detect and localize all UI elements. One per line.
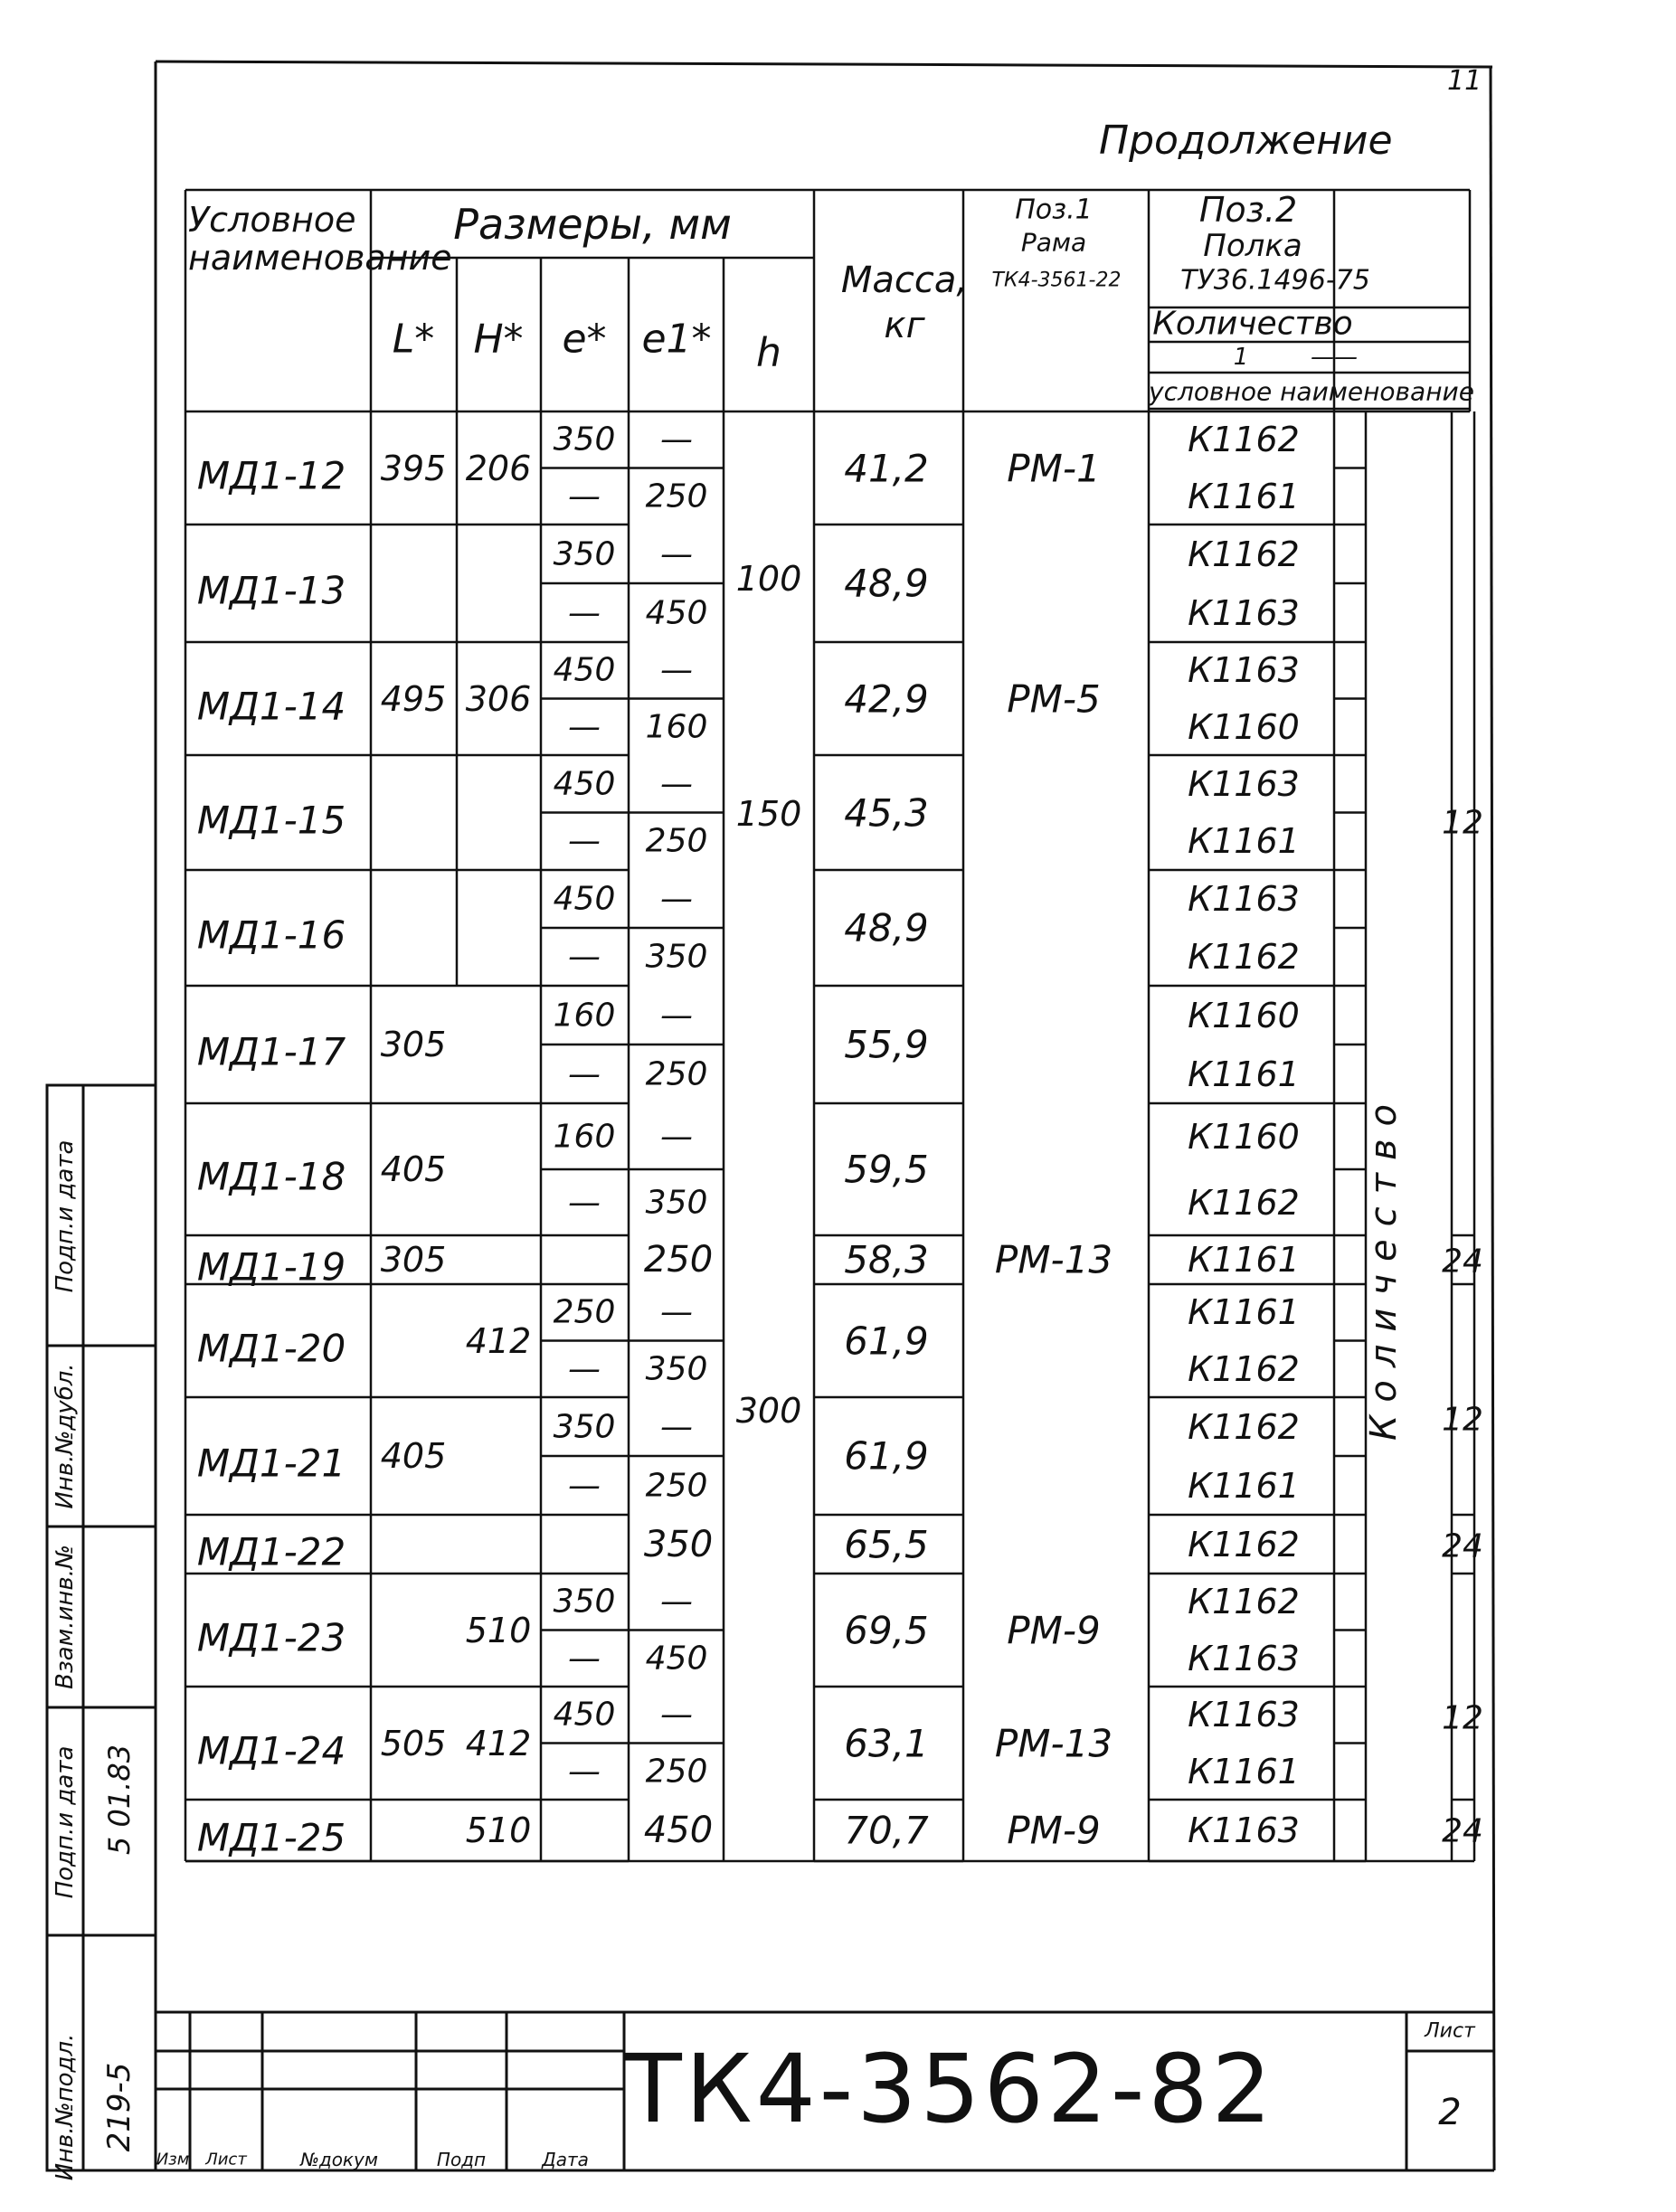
row-H: 306 — [465, 678, 532, 719]
row-name: МД1-17 — [196, 1029, 346, 1074]
row-e-bottom: — — [568, 594, 601, 631]
qty-value: 12 — [1442, 1699, 1483, 1737]
row-L: 305 — [380, 1240, 447, 1280]
row-pos2: К1163 — [1188, 1810, 1300, 1850]
row-pos2-bottom: К1160 — [1188, 706, 1300, 747]
sheet-value: 2 — [1438, 2092, 1462, 2133]
row-pos2-top: К1163 — [1188, 879, 1300, 919]
row-pos1: РМ-13 — [994, 1721, 1113, 1765]
header-sizes: Размеры, мм — [453, 200, 732, 249]
row-e-top: 450 — [553, 765, 616, 803]
row-e1-bottom: 350 — [645, 1184, 708, 1221]
row-e-merged: 450 — [643, 1810, 714, 1851]
pos2-title: Поз.2 — [1198, 190, 1298, 230]
row-e1-top: — — [660, 1293, 693, 1331]
qty-value: 24 — [1442, 1243, 1483, 1281]
sheet-label: Лист — [1425, 2019, 1475, 2043]
row-pos2-bottom: К1162 — [1188, 1182, 1300, 1223]
row-mass: 59,5 — [844, 1147, 929, 1192]
row-e1-bottom: 250 — [645, 1467, 708, 1504]
row-e-bottom: — — [568, 477, 601, 515]
page-number: 11 — [1447, 65, 1482, 97]
inv-orig-label: Инв.№подл. — [52, 2033, 79, 2181]
row-e-top: 350 — [553, 535, 616, 572]
row-name: МД1-20 — [196, 1326, 346, 1370]
row-pos1: РМ-13 — [994, 1237, 1113, 1282]
row-pos2-bottom: К1161 — [1188, 1054, 1300, 1094]
header-mass: Масса, кг — [840, 260, 969, 346]
row-e-bottom: — — [568, 1184, 601, 1221]
row-mass: 58,3 — [844, 1237, 929, 1282]
row-L: 405 — [380, 1149, 447, 1189]
row-e-bottom: — — [568, 1350, 601, 1388]
row-pos2-top: К1162 — [1188, 420, 1300, 460]
row-e-top: 350 — [553, 421, 616, 458]
row-e-top: 250 — [553, 1293, 616, 1331]
row-e1-bottom: 250 — [645, 1055, 708, 1092]
row-pos2-top: К1163 — [1188, 1695, 1300, 1735]
row-pos2-top: К1162 — [1188, 534, 1300, 574]
row-e-top: 350 — [553, 1583, 616, 1621]
row-e1-top: — — [660, 535, 693, 572]
row-e-top: 450 — [553, 1696, 616, 1734]
ndoc-label: №докум — [300, 2149, 378, 2170]
row-name: МД1-22 — [196, 1529, 346, 1574]
row-name: МД1-19 — [196, 1244, 346, 1290]
row-e-top: 160 — [553, 997, 616, 1034]
sign-date-label-2: Подп.и дата — [52, 1139, 79, 1293]
row-e-top: 350 — [553, 1408, 616, 1445]
row-mass: 63,1 — [844, 1721, 929, 1765]
row-pos2-bottom: К1161 — [1188, 1751, 1300, 1791]
header-name-col: Условное наименование — [188, 200, 452, 278]
row-name: МД1-23 — [196, 1615, 346, 1659]
row-e1-top: — — [660, 1408, 693, 1445]
row-pos2-bottom: К1161 — [1188, 476, 1300, 516]
pos1-title: Поз.1 — [1015, 194, 1093, 226]
pos1-code: ТК4-3561-22 — [991, 269, 1122, 292]
row-e1-bottom: 350 — [645, 938, 708, 976]
row-H: 510 — [465, 1810, 532, 1850]
row-pos2-bottom: К1163 — [1188, 1638, 1300, 1678]
row-pos2-top: К1163 — [1188, 650, 1300, 691]
row-pos2-bottom: К1163 — [1188, 592, 1300, 633]
row-e1-top: — — [660, 1583, 693, 1621]
row-e-merged: 250 — [643, 1239, 714, 1281]
data-label: Дата — [542, 2149, 589, 2170]
row-e1-bottom: 160 — [645, 708, 708, 746]
header-H: H* — [473, 316, 524, 363]
quantity-header: Количество — [1152, 305, 1353, 343]
row-pos2-top: К1163 — [1188, 763, 1300, 804]
row-pos2-bottom: К1161 — [1188, 821, 1300, 862]
row-name: МД1-14 — [196, 684, 346, 728]
header-L: L* — [392, 316, 435, 363]
row-L: 305 — [380, 1025, 447, 1064]
row-name: МД1-18 — [196, 1154, 346, 1199]
row-e1-top: — — [660, 997, 693, 1034]
row-pos2: К1161 — [1188, 1240, 1300, 1280]
row-name: МД1-16 — [196, 912, 346, 958]
row-pos2: К1162 — [1188, 1524, 1300, 1564]
pos1-name: Рама — [1020, 227, 1087, 258]
row-e1-bottom: 350 — [645, 1350, 708, 1388]
pos2-name: Полка — [1203, 228, 1302, 264]
row-mass: 48,9 — [844, 905, 929, 950]
sign-date-label: Подп.и дата — [52, 1745, 79, 1899]
row-L: 395 — [380, 448, 447, 488]
q2-value: —— — [1311, 344, 1358, 371]
row-pos2-top: К1162 — [1188, 1406, 1300, 1447]
row-pos2-top: К1161 — [1188, 1292, 1300, 1333]
row-name: МД1-13 — [196, 568, 346, 613]
row-L: 495 — [380, 678, 447, 719]
row-e1-top: — — [660, 880, 693, 918]
row-e-merged: 350 — [643, 1523, 714, 1565]
row-mass: 69,5 — [844, 1608, 929, 1652]
vzam-label: Взам.инв.№ — [52, 1545, 79, 1689]
row-pos2-bottom: К1162 — [1188, 1348, 1300, 1389]
row-e1-bottom: 450 — [645, 1640, 708, 1678]
row-mass: 65,5 — [844, 1522, 929, 1566]
q1-value: 1 — [1233, 344, 1249, 371]
row-pos1: РМ-5 — [1007, 676, 1101, 721]
row-e1-top: — — [660, 421, 693, 458]
row-e-top: 160 — [553, 1118, 616, 1155]
row-mass: 42,9 — [844, 676, 929, 721]
row-pos2-top: К1160 — [1188, 1116, 1300, 1157]
row-e-bottom: — — [568, 1055, 601, 1092]
row-mass: 48,9 — [844, 561, 929, 606]
qty-value: 12 — [1442, 804, 1483, 842]
row-e1-top: — — [660, 1696, 693, 1734]
date-value: 5 01.83 — [102, 1744, 137, 1856]
row-H: 412 — [465, 1320, 532, 1361]
izm-label: Изм — [156, 2150, 190, 2169]
row-pos1: РМ-9 — [1007, 1608, 1101, 1652]
qty-value: 24 — [1442, 1812, 1483, 1850]
row-e-bottom: — — [568, 708, 601, 746]
row-pos1: РМ-9 — [1007, 1808, 1101, 1853]
row-pos2-bottom: К1162 — [1188, 937, 1300, 977]
row-e-top: 450 — [553, 880, 616, 918]
header-h: h — [756, 329, 781, 376]
row-e1-bottom: 250 — [645, 1753, 708, 1791]
row-e-bottom: — — [568, 938, 601, 976]
continuation-label: Продолжение — [1099, 118, 1393, 164]
row-mass: 61,9 — [844, 1433, 929, 1479]
row-L: 505 — [380, 1723, 447, 1763]
h-value-3: 300 — [735, 1391, 802, 1431]
header-e1: e1* — [641, 316, 712, 363]
row-e1-bottom: 450 — [645, 594, 708, 631]
podp-label: Подп — [436, 2149, 487, 2170]
row-pos2-bottom: К1161 — [1188, 1465, 1300, 1506]
row-e1-top: — — [660, 765, 693, 803]
row-e-bottom: — — [568, 822, 601, 860]
h-value-2: 150 — [735, 794, 802, 834]
row-name: МД1-21 — [196, 1441, 346, 1486]
vertical-quantity-label: Количество — [1363, 1091, 1405, 1442]
row-e-bottom: — — [568, 1640, 601, 1678]
row-e1-bottom: 250 — [645, 477, 708, 515]
row-name: МД1-15 — [196, 798, 346, 842]
row-pos1: РМ-1 — [1007, 446, 1101, 490]
row-mass: 45,3 — [844, 790, 929, 835]
row-e-bottom: — — [568, 1753, 601, 1791]
qty-value: 12 — [1442, 1401, 1483, 1439]
row-H: 510 — [465, 1610, 532, 1650]
row-e1-top: — — [660, 651, 693, 689]
row-H: 206 — [465, 448, 532, 488]
row-mass: 55,9 — [844, 1022, 929, 1067]
row-name: МД1-12 — [196, 453, 346, 497]
list-label: Лист — [205, 2150, 247, 2169]
inv-value: 219-5 — [101, 2062, 137, 2152]
row-name: МД1-25 — [196, 1815, 346, 1860]
inv-dubl-label: Инв.№дубл. — [52, 1363, 79, 1509]
row-e-bottom: — — [568, 1467, 601, 1504]
row-e1-top: — — [660, 1118, 693, 1155]
row-mass: 61,9 — [844, 1319, 929, 1363]
row-e-top: 450 — [553, 651, 616, 689]
row-mass: 70,7 — [844, 1808, 929, 1853]
pos2-code: ТУ36.1496-75 — [1180, 264, 1370, 297]
row-pos2-top: К1160 — [1188, 995, 1300, 1035]
cond-name-header: условное наименование — [1149, 376, 1474, 407]
row-pos2-top: К1162 — [1188, 1582, 1300, 1622]
row-e1-bottom: 250 — [645, 822, 708, 860]
row-L: 405 — [380, 1436, 447, 1476]
row-H: 412 — [465, 1723, 532, 1763]
document-code: ТК4-3562-82 — [624, 2034, 1275, 2144]
qty-value: 24 — [1442, 1527, 1483, 1565]
row-mass: 41,2 — [844, 446, 929, 490]
row-name: МД1-24 — [196, 1728, 346, 1772]
h-value-1: 100 — [735, 559, 802, 599]
header-e: e* — [562, 316, 607, 363]
